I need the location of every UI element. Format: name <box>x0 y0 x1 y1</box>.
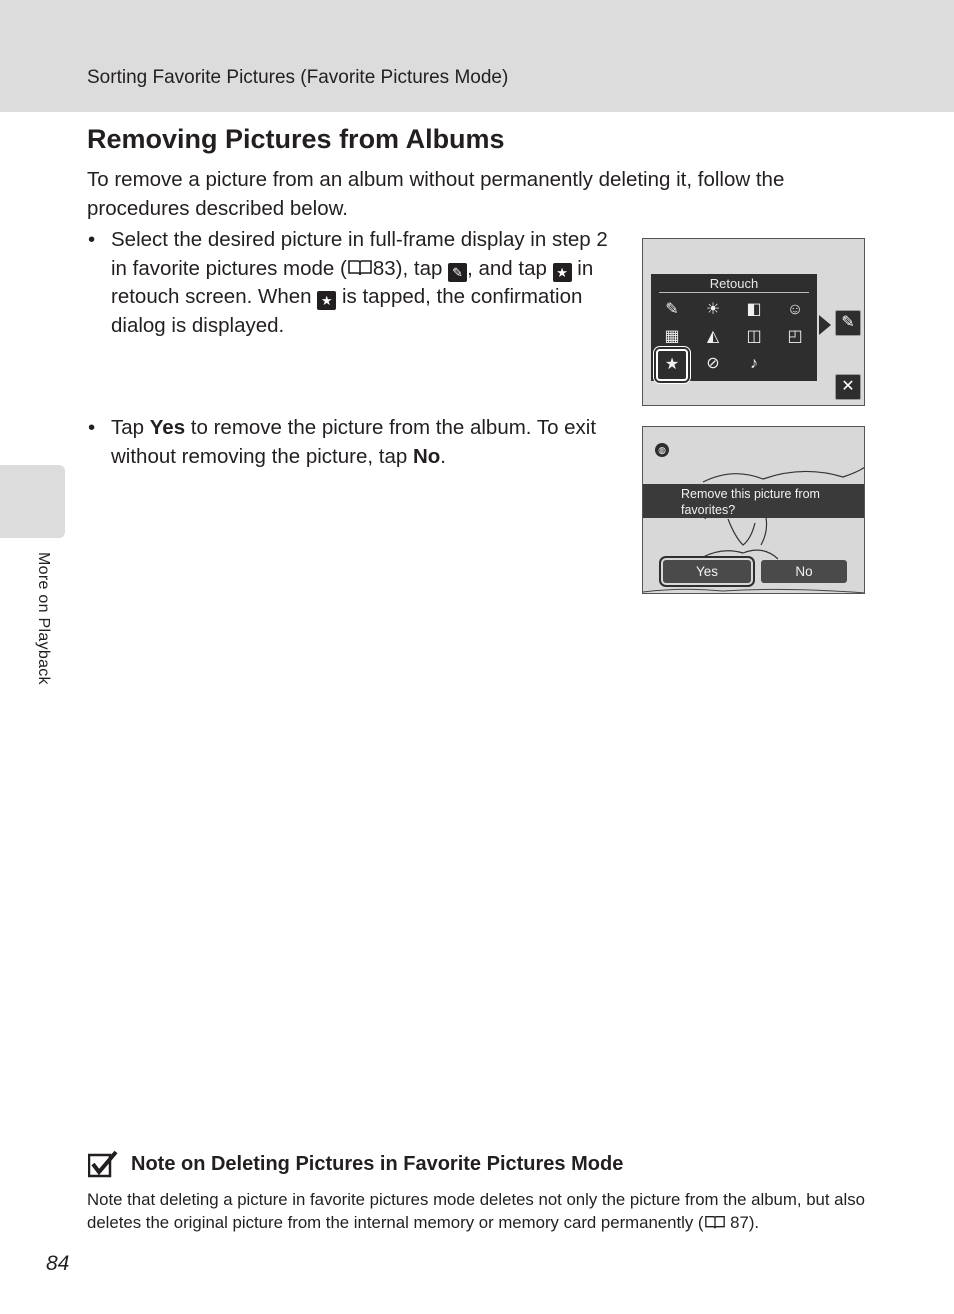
bullet-text: Tap Yes to remove the picture from the album. To exit without removing the picture, tap No. <box>111 416 597 468</box>
favorite-remove-icon[interactable]: ★ <box>656 349 688 381</box>
quick-retouch-icon[interactable]: ✎ <box>665 301 679 318</box>
bullet-dot: • <box>88 416 96 439</box>
close-icon[interactable]: ✕ <box>835 374 861 400</box>
divider <box>659 292 809 293</box>
book-reference-icon <box>704 1215 726 1230</box>
running-header: Sorting Favorite Pictures (Favorite Pictures Mode) <box>87 67 509 88</box>
menu-pointer <box>819 315 831 335</box>
filter-effects-icon[interactable]: ▦ <box>664 328 680 345</box>
side-tab <box>0 465 65 538</box>
header-band <box>0 0 954 112</box>
confirmation-screen <box>642 426 865 594</box>
bullet-dot: • <box>88 228 96 251</box>
side-tab-label: More on Playback <box>35 552 52 685</box>
protect-icon[interactable]: ⊘ <box>706 355 720 372</box>
retouch-panel <box>651 274 817 381</box>
book-reference-icon <box>347 259 373 277</box>
protect-icon: ◍ <box>655 443 669 457</box>
crop-icon[interactable]: ◰ <box>787 328 803 345</box>
dialog-box <box>643 484 865 518</box>
favorite-remove-icon: ★ <box>553 263 572 282</box>
retouch-icon: ✎ <box>448 263 467 282</box>
voice-memo-icon[interactable]: ♪ <box>750 355 758 372</box>
no-button[interactable]: No <box>761 560 847 583</box>
note-title: Note on Deleting Pictures in Favorite Pictures Mode <box>131 1153 624 1175</box>
skin-softening-icon[interactable]: ◧ <box>746 301 762 318</box>
favorite-remove-icon: ★ <box>317 291 336 310</box>
bullet-text: Select the desired picture in full-frame display in step 2 in favorite pictures mode ( 83), tap ✎ , and tap ★ in retouch screen. When ★ is tapped, the confirmation dialog is displayed. <box>111 228 608 337</box>
d-lighting-icon[interactable]: ☀ <box>705 301 721 318</box>
note-check-icon <box>88 1150 118 1178</box>
straighten-icon[interactable]: ◭ <box>706 328 720 345</box>
intro-paragraph: To remove a picture from an album without permanently deleting it, follow the procedures described below. <box>87 168 785 220</box>
note-body: Note that deleting a picture in favorite pictures mode deletes not only the picture from the album, but also deletes the original picture from the internal memory or memory card permanently ( 87). <box>87 1190 865 1232</box>
retouch-screen <box>642 238 865 406</box>
yes-button[interactable]: Yes <box>663 560 751 583</box>
retouch-button[interactable]: ✎ <box>835 310 861 336</box>
page-number: 84 <box>46 1252 70 1275</box>
retouch-panel-title: Retouch <box>709 276 759 291</box>
section-title: Removing Pictures from Albums <box>87 124 505 154</box>
small-picture-icon[interactable]: ◫ <box>746 328 762 345</box>
face-icon[interactable]: ☺ <box>786 301 804 318</box>
dialog-text: Remove this picture from favorites? <box>681 487 820 517</box>
